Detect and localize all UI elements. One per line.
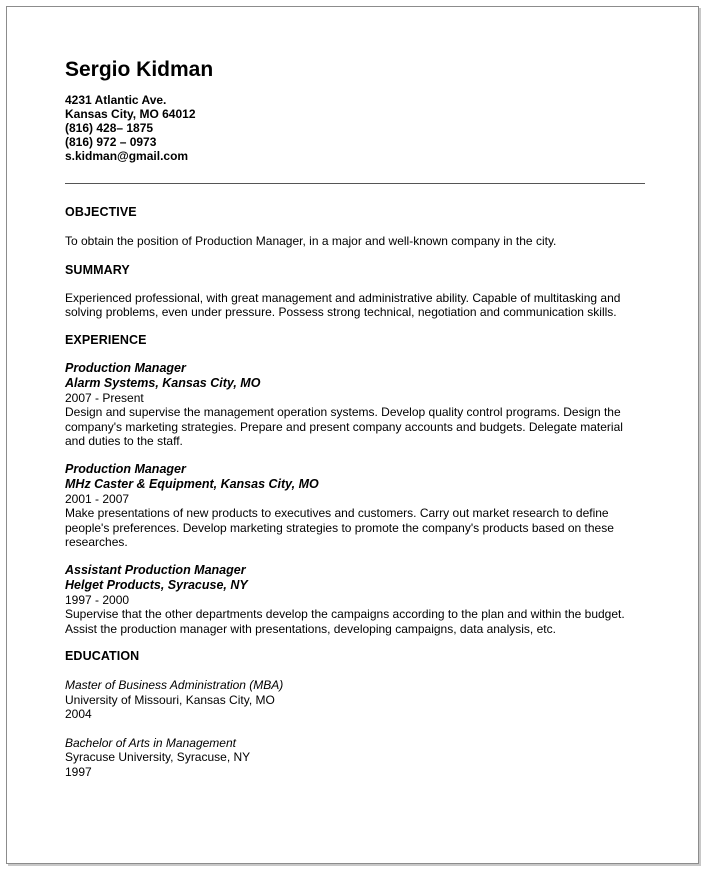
job-title: Production Manager [65, 360, 186, 375]
job-title: Assistant Production Manager [65, 562, 246, 577]
candidate-name: Sergio Kidman [65, 58, 214, 81]
summary-heading: SUMMARY [65, 262, 130, 277]
job-title: Production Manager [65, 461, 186, 476]
degree: Master of Business Administration (MBA) [65, 678, 284, 692]
resume-page [6, 6, 699, 864]
school: Syracuse University, Syracuse, NY [65, 750, 251, 764]
email: s.kidman@gmail.com [65, 149, 189, 163]
job-dates: 1997 - 2000 [65, 592, 130, 607]
education-entry [65, 736, 645, 780]
objective-text: To obtain the position of Production Manager, in a major and well-known company in the city. [65, 234, 557, 248]
graduation-year: 2004 [65, 707, 92, 721]
job-company: Alarm Systems, Kansas City, MO [65, 375, 261, 390]
phone-secondary: (816) 972 – 0973 [65, 135, 157, 149]
education-entry [65, 678, 645, 722]
job-dates: 2001 - 2007 [65, 491, 130, 506]
job-description: Make presentations of new products to executives and customers. Carry out market research to define people's preferences. Develop marketing strategies to promote the company's products based on these researches. [65, 506, 614, 549]
objective-heading: OBJECTIVE [65, 205, 137, 219]
job-company: Helget Products, Syracuse, NY [65, 577, 248, 592]
school: University of Missouri, Kansas City, MO [65, 692, 275, 707]
summary-text: Experienced professional, with great management and administrative ability. Capable of multitasking and solving problems, even under pressure. Possess strong technical, negotiation and communication skills. [65, 290, 621, 319]
divider [65, 183, 645, 184]
job-company: MHz Caster & Equipment, Kansas City, MO [65, 476, 319, 491]
graduation-year: 1997 [65, 764, 92, 779]
phone-primary: (816) 428– 1875 [65, 121, 154, 135]
education-heading: EDUCATION [65, 649, 140, 663]
experience-entry [65, 361, 645, 449]
degree: Bachelor of Arts in Management [65, 735, 236, 750]
contact-block [65, 93, 645, 163]
address-city: Kansas City, MO 64012 [65, 107, 196, 121]
resume-content [65, 57, 645, 779]
address-street: 4231 Atlantic Ave. [65, 93, 167, 107]
job-dates: 2007 - Present [65, 390, 144, 405]
job-description: Supervise that the other departments develop the campaigns according to the plan and within the budget. Assist the production manager with presentations, developing campaigns, data analysis, etc. [65, 607, 625, 636]
job-description: Design and supervise the management operation systems. Develop quality control programs. Design the company's marketing strategies. Prepare and present company accounts and budgets. Delegate material and duties to the staff. [65, 405, 623, 448]
experience-heading: EXPERIENCE [65, 332, 147, 347]
experience-entry [65, 563, 645, 637]
experience-entry [65, 462, 645, 550]
